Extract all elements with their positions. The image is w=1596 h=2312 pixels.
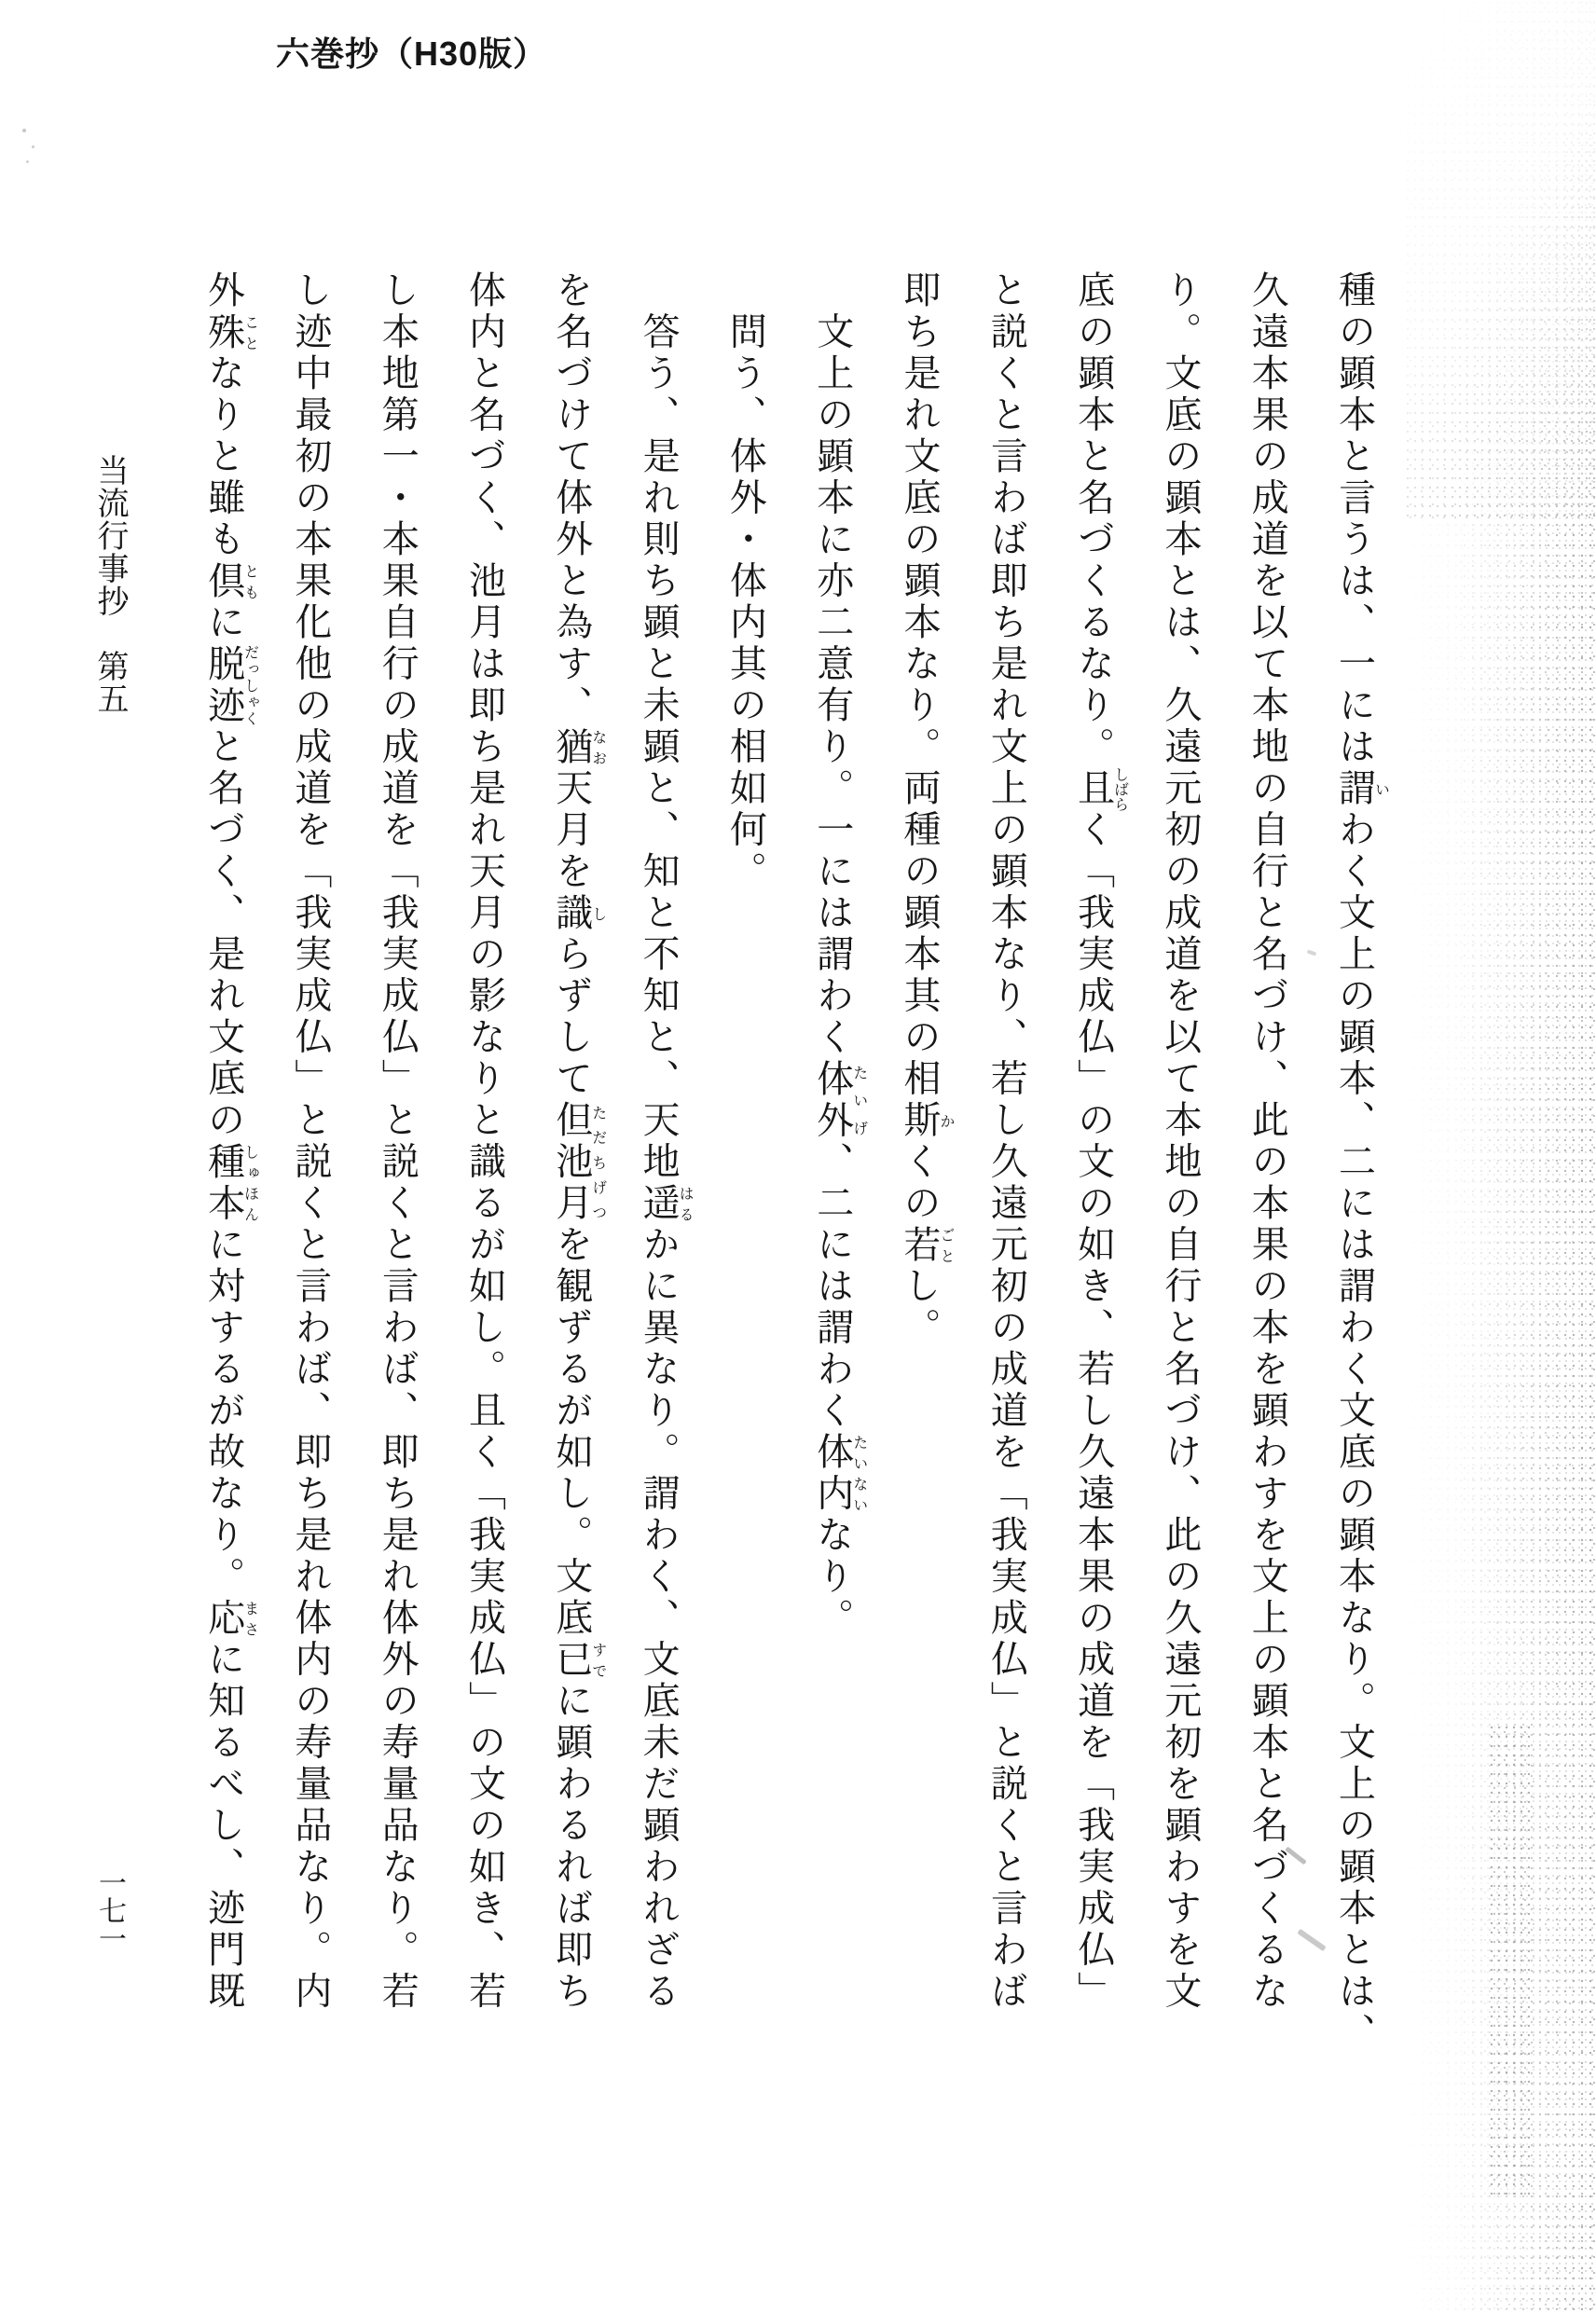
text-column: を名づけて体外と為す、猶なお天月を識しらずして但池月ただちげつを観ずるが如し。文底已すでに顕わるれば即ち [550, 270, 606, 2013]
scan-edge-strip [1490, 1725, 1533, 2200]
text-column: 体内と名づく、池月は即ち是れ天月の影なりと識るが如し。且く「我実成仏」の文の如き、若 [463, 270, 506, 2013]
text-column: 底の顕本と名づくるなり。且しばらく「我実成仏」の文の如き、若し久遠本果の成道を「我実成仏」 [1072, 270, 1128, 2013]
text-column: し本地第一・本果自行の成道を「我実成仏」と説くと言わば、即ち是れ体外の寿量品なり。若 [377, 270, 420, 2013]
text-column: 外殊ことなりと雖も倶ともに脱迹だっしゃくと名づく、是れ文底の種本しゅほんに対するが故なり。応まさに知るべし、迹門既 [202, 270, 258, 2013]
chapter-side-label: 当流行事抄 第五 [92, 454, 127, 715]
text-column: し迹中最初の本果化他の成道を「我実成仏」と説くと言わば、即ち是れ体内の寿量品なり。内 [289, 270, 332, 2013]
scan-speck [32, 145, 34, 148]
text-column: 即ち是れ文底の顕本なり。両種の顕本其の相斯かくの若ごとし。 [899, 270, 954, 1349]
text-column: 久遠本果の成道を以て本地の自行と名づけ、此の本果の本を顕わすを文上の顕本と名づくるな [1246, 270, 1289, 2013]
text-column: 種の顕本と言うは、一には謂いわく文上の顕本、二には謂わく文底の顕本なり。文上の顕本とは、 [1333, 270, 1389, 2055]
text-column: と説くと言わば即ち是れ文上の顕本なり、若し久遠元初の成道を「我実成仏」と説くと言わば [985, 270, 1028, 2013]
scan-edge-shadow-top [1405, 0, 1596, 522]
text-column: 答う、是れ則ち顕と未顕と、知と不知と、天地遥はるかに異なり。謂わく、文底未だ顕われざる [638, 270, 694, 2013]
page-number: 一七一 [94, 1868, 125, 1952]
text-column: 問う、体外・体内其の相如何。 [724, 270, 767, 893]
scan-speck [22, 129, 26, 132]
scan-speck [26, 160, 29, 163]
text-column: 文上の顕本に亦二意有り。一には謂わく体外たいげ、二には謂わく体内たいないなり。 [811, 270, 867, 1640]
text-column: り。文底の顕本とは、久遠元初の成道を以て本地の自行と名づけ、此の久遠元初を顕わすを文 [1159, 270, 1202, 2013]
document-header-title: 六巻抄（H30版） [276, 34, 548, 73]
